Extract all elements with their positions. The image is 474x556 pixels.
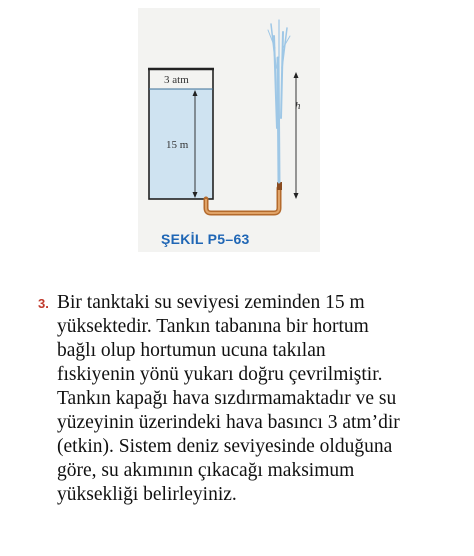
problem-line: bağlı olup hortumun ucuna takılan [57,340,326,361]
depth-label: 15 m [166,139,189,151]
problem-text [57,291,400,507]
problem-line: (etkin). Sistem deniz seviyesinde olduğuna [57,436,393,457]
hose [206,188,279,213]
water-jet [268,20,290,182]
problem-line: yüzeyinin üzerindeki hava basıncı 3 atm’dir [57,412,400,433]
problem-line: yüksektedir. Tankın tabanına bir hortum [57,316,369,337]
problem-line: göre, su akımının çıkacağı maksimum [57,460,355,481]
pressure-label: 3 atm [164,74,189,86]
problem-line: Tankın kapağı hava sızdırmamaktadır ve su [57,388,397,409]
problem-line: fıskiyenin yönü yukarı doğru çevrilmiştir. [57,364,383,385]
figure-caption: ŞEKİL P5–63 [161,231,250,247]
tank-figure [138,8,320,252]
problem-number: 3. [38,296,49,311]
problem-line: Bir tanktaki su seviyesi zeminden 15 m [57,292,365,313]
height-label: h [295,100,301,112]
hose-highlight [206,188,279,213]
tank-diagram [138,8,320,252]
problem-line: yüksekliği belirleyiniz. [57,484,237,505]
